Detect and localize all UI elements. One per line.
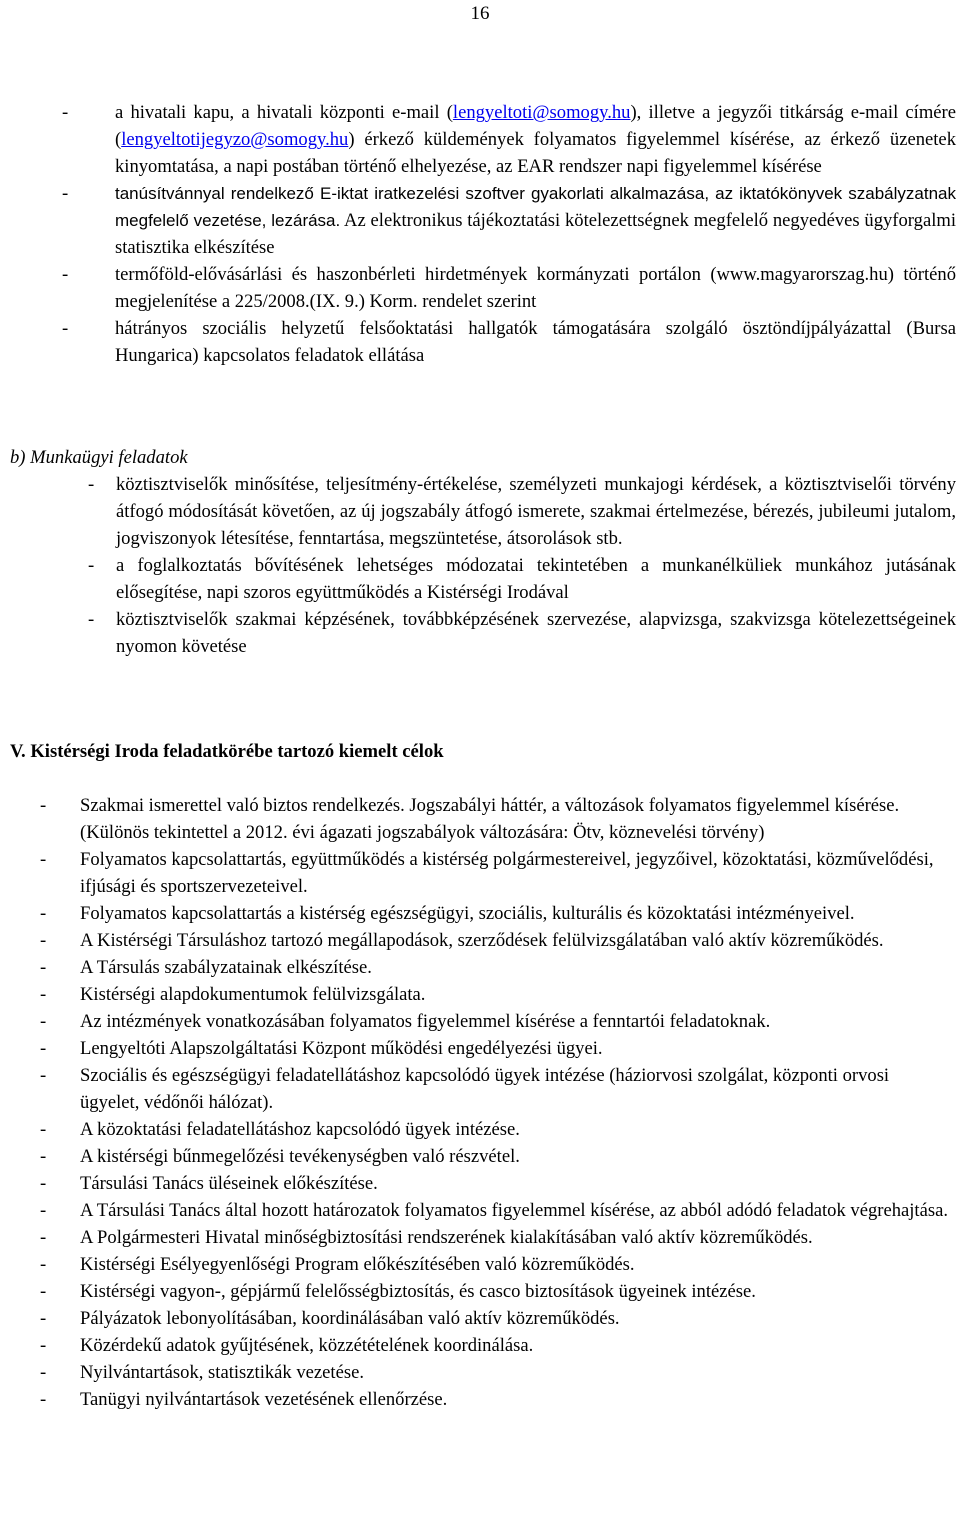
list-bullet-dash: - (62, 183, 69, 204)
list-item (40, 1224, 950, 1251)
list-bullet-dash: - (88, 555, 95, 576)
list-item-text: ), illetve a jegyzői titkárság e-mail címére ( (115, 102, 956, 150)
list-item-text: köztisztviselők minősítése, teljesítmény-értékelése, személyzeti munkajogi kérdések, a köztisztviselői törvény átfogó módosítását követően, az új jogszabály átfogó ismerete, szakmai értelmezése, bérezés, jubileumi jutalom, jogviszonyok létesítése, fenntartása, megszüntetése, átsorolások stb. (116, 474, 956, 549)
hivatali-feladatok-list (62, 99, 956, 369)
list-item-text: Az elektronikus tájékoztatási kötelezettségnek megfelelő negyedéves ügyforgalmi statisztika elkészítése (115, 210, 956, 258)
list-bullet-dash: - (40, 903, 47, 924)
list-item (40, 1116, 950, 1143)
munkaugyi-feladatok-list (88, 471, 956, 660)
list-item-text: A Kistérségi Társuláshoz tartozó megállapodások, szerződések felülvizsgálatában való aktív közreműködés. (80, 930, 884, 951)
list-item (40, 1359, 950, 1386)
list-bullet-dash: - (40, 984, 47, 1005)
list-bullet-dash: - (40, 1200, 47, 1221)
list-item (40, 1305, 950, 1332)
list-bullet-dash: - (62, 264, 69, 285)
list-bullet-dash: - (40, 1254, 47, 1275)
list-item (40, 927, 950, 954)
list-item-text: ) érkező küldemények folyamatos figyelemmel kísérése, az érkező üzenetek kinyomtatása, a napi postában történő elhelyezése, az EAR rendszer napi figyelemmel kísérése (115, 129, 956, 177)
list-item-text: Kistérségi vagyon-, gépjármű felelősségbiztosítás, és casco biztosítások ügyeinek intézése. (80, 1281, 756, 1302)
list-bullet-dash: - (40, 1038, 47, 1059)
list-item (40, 1278, 950, 1305)
list-bullet-dash: - (40, 849, 47, 870)
list-item (62, 180, 956, 261)
list-item (62, 315, 956, 369)
list-bullet-dash: - (40, 1281, 47, 1302)
list-item (40, 1008, 950, 1035)
list-item-text: a foglalkoztatás bővítésének lehetséges módozatai tekintetében a munkanélküliek munkához jutásának elősegítése, napi szoros együttműködés a Kistérségi Irodával (116, 555, 956, 603)
list-item (40, 846, 950, 900)
list-item (40, 1332, 950, 1359)
list-item-text: Tanügyi nyilvántartások vezetésének ellenőrzése. (80, 1389, 448, 1410)
list-item (88, 471, 956, 552)
list-item-text: Lengyeltóti Alapszolgáltatási Központ működési engedélyezési ügyei. (80, 1038, 603, 1059)
list-item-text: köztisztviselők szakmai képzésének, továbbképzésének szervezése, alapvizsga, szakvizsga kötelezettségeinek nyomon követése (116, 609, 956, 657)
list-item (40, 981, 950, 1008)
list-item-text: Folyamatos kapcsolattartás, együttműködés a kistérség polgármestereivel, jegyzőivel, közoktatási, közművelődési, ifjúsági és sportszervezeteivel. (80, 849, 934, 897)
page-number: 16 (470, 3, 490, 24)
list-bullet-dash: - (40, 1227, 47, 1248)
list-item-text: A Polgármesteri Hivatal minőségbiztosítási rendszerének kialakításában való aktív közreműködés. (80, 1227, 813, 1248)
list-item (62, 261, 956, 315)
list-bullet-dash: - (40, 1065, 47, 1086)
list-item (40, 1197, 950, 1224)
list-item-text: Szakmai ismerettel való biztos rendelkezés. Jogszabályi háttér, a változások folyamatos figyelemmel kísérése. (Különös tekintettel a 2012. évi ágazati jogszabályok változására: Ötv, köznevelési törvény) (80, 795, 900, 843)
list-bullet-dash: - (40, 1173, 47, 1194)
section-heading-kiemelt-celok: V. Kistérségi Iroda feladatkörébe tartozó kiemelt célok (10, 741, 444, 762)
list-bullet-dash: - (40, 1389, 47, 1410)
list-item-text: tanúsítvánnyal rendelkező E-iktat iratkezelési szoftver gyakorlati alkalmazása, az iktatókönyvek szabályzatnak megfelelő vezetése, lezárása. (115, 184, 956, 230)
list-item-text: Kistérségi Esélyegyenlőségi Program előkészítésében való közreműködés. (80, 1254, 635, 1275)
list-item-text: A Társulási Tanács által hozott határozatok folyamatos figyelemmel kísérése, az abból adódó feladatok végrehajtása. (80, 1200, 948, 1221)
list-item (40, 1062, 950, 1116)
list-item (88, 552, 956, 606)
list-item (40, 1035, 950, 1062)
list-item-text: A kistérségi bűnmegelőzési tevékenységben való részvétel. (80, 1146, 520, 1167)
list-item-text: Kistérségi alapdokumentumok felülvizsgálata. (80, 984, 426, 1005)
list-bullet-dash: - (62, 102, 69, 123)
list-item-text: A közoktatási feladatellátáshoz kapcsolódó ügyek intézése. (80, 1119, 520, 1140)
list-item-text: hátrányos szociális helyzetű felsőoktatási hallgatók támogatására szolgáló ösztöndíjpályázattal (Bursa Hungarica) kapcsolatos feladatok ellátása (115, 318, 956, 366)
list-item (40, 954, 950, 981)
list-bullet-dash: - (40, 1146, 47, 1167)
list-item (40, 1386, 950, 1413)
list-bullet-dash: - (40, 1011, 47, 1032)
list-item-text: Társulási Tanács üléseinek előkészítése. (80, 1173, 378, 1194)
list-item (40, 1251, 950, 1278)
list-item-text: Pályázatok lebonyolításában, koordinálásában való aktív közreműködés. (80, 1308, 620, 1329)
email-link[interactable]: lengyeltoti@somogy.hu (452, 102, 631, 123)
list-item-text: termőföld-elővásárlási és haszonbérleti hirdetmények kormányzati portálon (www.magyarorszag.hu) történő megjelenítése a 225/2008.(IX. 9.) Korm. rendelet szerint (115, 264, 956, 312)
list-item (62, 99, 956, 180)
list-item-text: Nyilvántartások, statisztikák vezetése. (80, 1362, 364, 1383)
list-bullet-dash: - (88, 474, 95, 495)
list-item-text: Folyamatos kapcsolattartás a kistérség egészségügyi, szociális, kulturális és közoktatási intézményeivel. (80, 903, 855, 924)
list-item (40, 1143, 950, 1170)
list-item (40, 792, 950, 846)
list-bullet-dash: - (40, 1335, 47, 1356)
list-bullet-dash: - (40, 957, 47, 978)
list-item-text: Az intézmények vonatkozásában folyamatos figyelemmel kísérése a fenntartói feladatoknak. (80, 1011, 771, 1032)
list-bullet-dash: - (40, 795, 47, 816)
list-bullet-dash: - (88, 609, 95, 630)
list-item-text: Közérdekű adatok gyűjtésének, közzétételének koordinálása. (80, 1335, 534, 1356)
kiemelt-celok-list (40, 792, 950, 1413)
list-bullet-dash: - (40, 1308, 47, 1329)
list-item (40, 900, 950, 927)
list-bullet-dash: - (40, 1362, 47, 1383)
list-item-text: Szociális és egészségügyi feladatellátáshoz kapcsolódó ügyek intézése (háziorvosi szolgálat, központi orvosi ügyelet, védőnői hálózat). (80, 1065, 890, 1113)
list-bullet-dash: - (40, 1119, 47, 1140)
section-heading-munkaugyi: b) Munkaügyi feladatok (10, 447, 188, 468)
list-item-text: a hivatali kapu, a hivatali központi e-mail ( (115, 102, 453, 123)
list-item (88, 606, 956, 660)
email-link[interactable]: lengyeltotijegyzo@somogy.hu (121, 129, 349, 150)
list-item (40, 1170, 950, 1197)
list-bullet-dash: - (40, 930, 47, 951)
list-bullet-dash: - (62, 318, 69, 339)
list-item-text: A Társulás szabályzatainak elkészítése. (80, 957, 372, 978)
